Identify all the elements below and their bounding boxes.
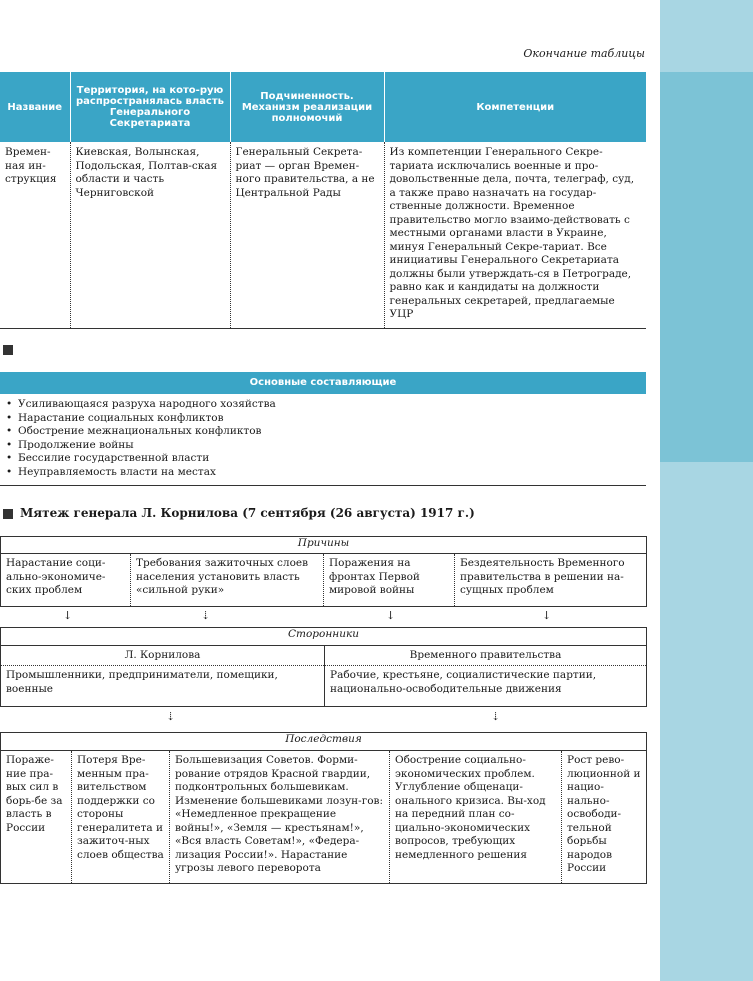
- table-header-row: [0, 72, 646, 142]
- header-name: Название: [0, 72, 70, 142]
- consequence-item: Рост рево-люционной и нацио-нально-освободи-тельной борьбы народов России: [561, 751, 646, 883]
- list-item: • Бессилие государственной власти: [0, 452, 646, 466]
- cell-competence: Из компетенции Генерального Секре-тариата исключались военные и про-довольственные дела, почта, телеграф, суд, а также право назначать на государ-ственные должности. Временное правительство могло взаимо-действовать с местными органами власти в Украине, минуя Генеральный Секре-тариат. Все инициативы Генерального Секретариата должны были утверждать-ся в Петрограде, равно как и кандидаты на должности генеральных секретарей, предлагаемые УЦР: [384, 142, 646, 329]
- cause-item: Требования зажиточных слоев населения установить власть «сильной руки»: [130, 554, 323, 606]
- table-continuation-caption: Окончание таблицы: [523, 47, 645, 60]
- components-list: [0, 398, 646, 486]
- cause-item: Нарастание соци-ально-экономиче-ских проблем: [6, 557, 106, 596]
- supporters-box: [0, 627, 647, 707]
- causes-label: Причины: [1, 537, 646, 554]
- causes-box: [0, 536, 647, 607]
- cause-item: Поражения на фронтах Первой мировой войны: [323, 554, 454, 606]
- section-marker-icon: [3, 509, 13, 519]
- list-item: • Нарастание социальных конфликтов: [0, 412, 646, 426]
- supporters-government-body: Рабочие, крестьяне, социалистические партии, национально-освободительные движения: [324, 666, 646, 706]
- header-territory: Территория, на кото-рую распространялась власть Генерального Секретариата: [70, 72, 230, 142]
- list-item: • Неуправляемость власти на местах: [0, 466, 646, 480]
- arrow-down-icon: ⇣: [491, 710, 501, 723]
- consequence-item: Потеря Вре-менным пра-вительством поддержки со стороны генералитета и зажиточ-ных слоев общества: [71, 751, 169, 883]
- consequences-box: [0, 732, 647, 884]
- components-header: Основные составляющие: [0, 372, 646, 394]
- cause-item: Бездеятельность Временного правительства в решении на-сущных проблем: [454, 554, 646, 606]
- supporters-kornilov-body: Промышленники, предприниматели, помещики, военные: [6, 669, 278, 695]
- arrow-down-icon: ⇣: [201, 609, 211, 622]
- supporters-kornilov-head: Л. Корнилова: [1, 646, 324, 666]
- list-item: • Продолжение войны: [0, 439, 646, 453]
- supporters-government-head: Временного правительства: [324, 646, 646, 666]
- page-margin-tab: [660, 72, 753, 462]
- cell-subordination: Генеральный Секрета-риат — орган Времен-ного правительства, а не Центральной Рады: [230, 142, 384, 329]
- arrow-down-icon: ⇣: [166, 710, 176, 723]
- list-item: • Обострение межнациональных конфликтов: [0, 425, 646, 439]
- consequence-item: Обострение социально-экономических проблем. Углубление общенаци-онального кризиса. Вы-ход на передний план со-циально-экономических вопросов, требующих немедленного решения: [389, 751, 561, 883]
- cell-territory: Киевская, Волынская, Подольская, Полтав-ская области и часть Черниговской: [70, 142, 230, 329]
- consequence-item: Большевизация Советов. Форми-рование отрядов Красной гвардии, подконтрольных большевикам. Изменение большевиками лозун-гов: «Немедленное прекращение войны!», «Земля — крестьянам!», «Вся власть Советам!», «Федера-лизация России!». Нарастание угрозы левого переворота: [169, 751, 389, 883]
- table-row: [0, 142, 646, 329]
- section-marker-icon: [3, 345, 13, 355]
- consequence-item: Пораже-ние пра-вых сил в борь-бе за власть в России: [6, 754, 63, 834]
- header-subordination: Подчиненность. Механизм реализации полномочий: [230, 72, 384, 142]
- cell-name: Времен-ная ин-струкция: [0, 142, 70, 329]
- arrow-down-icon: ↓: [63, 609, 73, 622]
- supporters-label: Сторонники: [1, 628, 646, 646]
- consequences-label: Последствия: [1, 733, 646, 751]
- header-competence: Компетенции: [384, 72, 646, 142]
- mutiny-title: Мятеж генерала Л. Корнилова (7 сентября (26 августа) 1917 г.): [20, 506, 475, 520]
- list-item: • Усиливающаяся разруха народного хозяйства: [0, 398, 646, 412]
- arrow-down-icon: ↓: [386, 609, 396, 622]
- secretariat-table: [0, 72, 646, 329]
- arrow-down-icon: ↓: [542, 609, 552, 622]
